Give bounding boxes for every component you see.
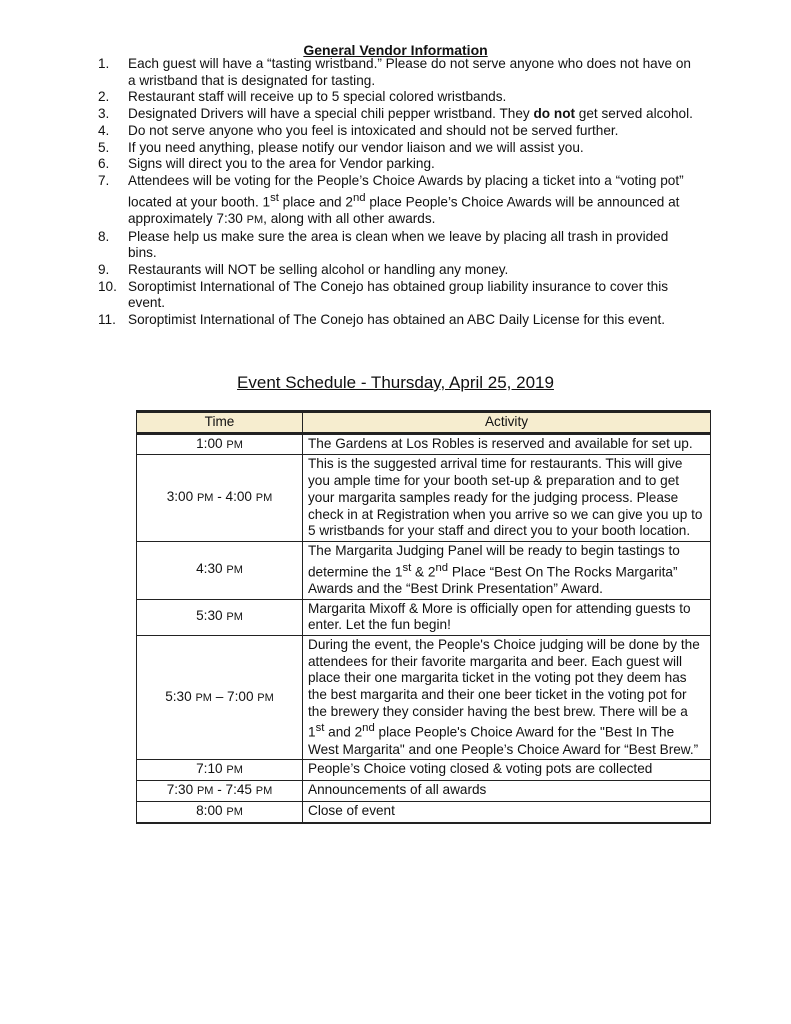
- activity-cell: During the event, the People's Choice judging will be done by the attendees for their favorite margarita and beer. Each guest will place their one margarita ticket in the voting pot they deem has the best margarita and their one beer ticket in the voting pot for the brewery they consider having the best brew. There will be a 1st and 2nd place People's Choice Award for the "Best In The West Margarita" and one People’s Choice Award for “Best Brew.”: [303, 635, 711, 759]
- table-row: [137, 599, 711, 635]
- list-item-text: Each guest will have a “tasting wristband.” Please do not serve anyone who does not have on a wristband that is designated for tasting.: [128, 56, 691, 88]
- table-header-row: [137, 412, 711, 434]
- schedule-table: [136, 410, 711, 824]
- time-cell: 7:30 PM - 7:45 PM: [137, 781, 303, 802]
- list-item: 2. Restaurant staff will receive up to 5 special colored wristbands.: [98, 89, 507, 105]
- column-header-time: Time: [137, 412, 303, 434]
- list-item-text: Soroptimist International of The Conejo has obtained group liability insurance to cover this event.: [128, 278, 669, 311]
- activity-cell: This is the suggested arrival time for restaurants. This will give you ample time for your booth set-up & preparation and to get your margarita samples ready for the judging process. Please check in at Registration when you arrive so we can give you up to 5 wristbands for your staff and direct you to your booth location.: [303, 455, 711, 542]
- time-cell: 3:00 PM - 4:00 PM: [137, 455, 303, 542]
- table-row: [137, 433, 711, 455]
- emphasis: do not: [533, 106, 576, 122]
- list-item-text: Signs will direct you to the area for Vendor parking.: [128, 156, 435, 172]
- list-item: 3. Designated Drivers will have a special chili pepper wristband. They do not get served alcohol.: [98, 106, 693, 122]
- activity-cell: People’s Choice voting closed & voting pots are collected: [303, 760, 711, 781]
- list-item: 9. Restaurants will NOT be selling alcohol or handling any money.: [98, 261, 509, 277]
- table-row: [137, 760, 711, 781]
- list-item: 8. Please help us make sure the area is clean when we leave by placing all trash in provided bins.: [98, 228, 669, 261]
- list-item: 10. Soroptimist International of The Conejo has obtained group liability insurance to cover this event.: [98, 278, 669, 311]
- activity-cell: The Margarita Judging Panel will be ready to begin tastings to determine the 1st & 2nd Place “Best On The Rocks Margarita” Awards and the “Best Drink Presentation” Award.: [303, 541, 711, 599]
- time-cell: 1:00 PM: [137, 433, 303, 455]
- table-row: [137, 635, 711, 759]
- list-item-text: Restaurants will NOT be selling alcohol or handling any money.: [128, 261, 509, 277]
- list-item-text: If you need anything, please notify our vendor liaison and we will assist you.: [128, 139, 584, 155]
- activity-cell: Announcements of all awards: [303, 781, 711, 802]
- list-item: 7. Attendees will be voting for the People’s Choice Awards by placing a ticket into a “voting pot” located at your booth. 1st place and 2nd place People’s Choice Awards will be announced at approximately 7:30 PM, along with all other awards.: [98, 172, 684, 226]
- activity-cell: Margarita Mixoff & More is officially open for attending guests to enter. Let the fun begin!: [303, 599, 711, 635]
- list-item-text: Restaurant staff will receive up to 5 special colored wristbands.: [128, 89, 507, 105]
- table-row: [137, 455, 711, 542]
- column-header-activity: Activity: [303, 412, 711, 434]
- schedule-title: Event Schedule - Thursday, April 25, 2019: [237, 373, 554, 392]
- list-item: 5. If you need anything, please notify our vendor liaison and we will assist you.: [98, 139, 584, 155]
- time-cell: 5:30 PM: [137, 599, 303, 635]
- list-item: 1. Each guest will have a “tasting wristband.” Please do not serve anyone who does not have on a wristband that is designated for tasting.: [98, 56, 691, 88]
- list-item: 6. Signs will direct you to the area for Vendor parking.: [98, 156, 435, 172]
- list-item-text: Please help us make sure the area is clean when we leave by placing all trash in provided bins.: [128, 228, 669, 261]
- time-cell: 7:10 PM: [137, 760, 303, 781]
- time-cell: 5:30 PM – 7:00 PM: [137, 635, 303, 759]
- list-item: 11. Soroptimist International of The Conejo has obtained an ABC Daily License for this event.: [98, 312, 666, 328]
- list-item: 4. Do not serve anyone who you feel is intoxicated and should not be served further.: [98, 122, 619, 138]
- list-item-text: Do not serve anyone who you feel is intoxicated and should not be served further.: [128, 122, 619, 138]
- vendor-info-title: General Vendor Information: [303, 42, 488, 58]
- list-item-text: Soroptimist International of The Conejo has obtained an ABC Daily License for this event.: [128, 312, 666, 328]
- time-cell: 4:30 PM: [137, 541, 303, 599]
- table-row: [137, 541, 711, 599]
- vendor-info-list: [98, 56, 698, 329]
- activity-cell: Close of event: [303, 801, 711, 822]
- activity-cell: The Gardens at Los Robles is reserved and available for set up.: [303, 433, 711, 455]
- table-row: [137, 801, 711, 822]
- time-cell: 8:00 PM: [137, 801, 303, 822]
- table-row: [137, 781, 711, 802]
